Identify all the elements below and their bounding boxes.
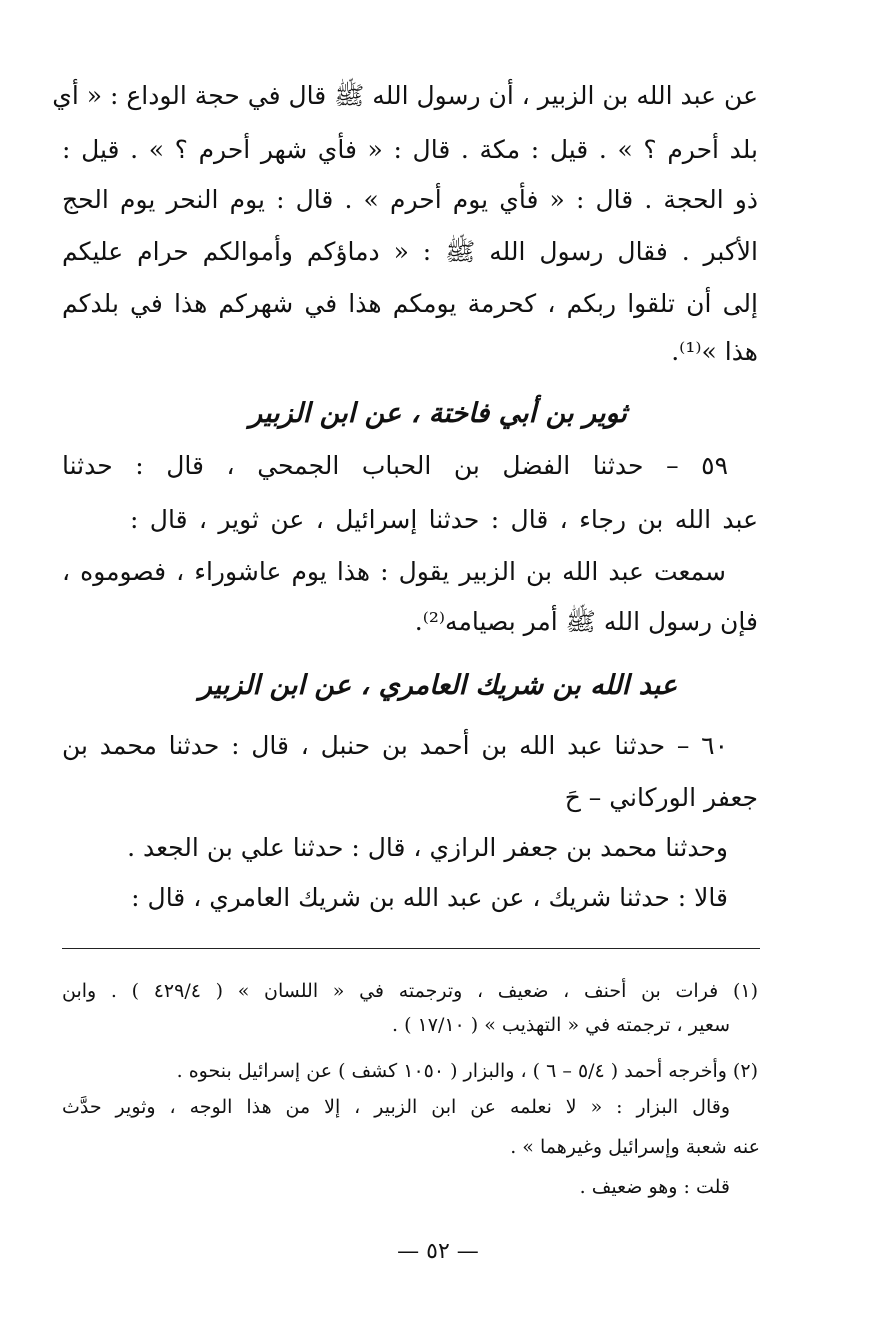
body-line-3: ذو الحجة . قال : « فأي يوم أحرم » . قال : يوم النحر يوم الحج bbox=[62, 185, 758, 214]
body-line-5: إلى أن تلقوا ربكم ، كحرمة يومكم هذا في شهركم هذا في بلدكم bbox=[62, 289, 758, 318]
footnote-2-line-4: قلت : وهو ضعيف . bbox=[579, 1176, 730, 1198]
hadith-60-line-4: قالا : حدثنا شريك ، عن عبد الله بن شريك العامري ، قال : bbox=[131, 883, 728, 912]
hadith-59-line-4: فإن رسول الله ﷺ أمر بصيامه⁽²⁾. bbox=[414, 607, 758, 636]
hadith-59-line-2: عبد الله بن رجاء ، قال : حدثنا إسرائيل ، عن ثوير ، قال : bbox=[130, 505, 758, 534]
footnote-1-line-2: سعير ، ترجمته في « التهذيب » ( ١٧/١٠ ) . bbox=[392, 1014, 730, 1036]
body-line-4: الأكبر . فقال رسول الله ﷺ : « دماؤكم وأموالكم حرام عليكم bbox=[62, 237, 758, 266]
body-line-6: هذا »⁽¹⁾. bbox=[671, 337, 758, 366]
page-number: — ٥٢ — bbox=[397, 1239, 479, 1264]
section-heading-abdullah-bin-sharik: عبد الله بن شريك العامري ، عن ابن الزبير bbox=[198, 670, 678, 701]
footnote-separator bbox=[62, 948, 760, 949]
footnote-1-line-1: (١) فرات بن أحنف ، ضعيف ، وترجمته في « اللسان » ( ٤٢٩/٤ ) . وابن bbox=[62, 980, 758, 1002]
body-line-2: بلد أحرم ؟ » . قيل : مكة . قال : « فأي شهر أحرم ؟ » . قيل : bbox=[62, 135, 758, 164]
hadith-59-line-3: سمعت عبد الله بن الزبير يقول : هذا يوم عاشوراء ، فصوموه ، bbox=[62, 557, 726, 586]
footnote-2-line-3: عنه شعبة وإسرائيل وغيرهما » . bbox=[510, 1136, 760, 1158]
footnote-2-line-2: وقال البزار : « لا نعلمه عن ابن الزبير ، إلا من هذا الوجه ، وثوير حدَّث bbox=[62, 1096, 730, 1118]
section-heading-thuwayr: ثوير بن أبي فاختة ، عن ابن الزبير bbox=[249, 398, 627, 429]
hadith-60-line-1: ٦٠ – حدثنا عبد الله بن أحمد بن حنبل ، قال : حدثنا محمد بن bbox=[62, 731, 728, 760]
footnote-2-line-1: (٢) وأخرجه أحمد ( ٥/٤ – ٦ ) ، والبزار ( ١٠٥٠ كشف ) عن إسرائيل بنحوه . bbox=[176, 1060, 758, 1082]
body-line-1: عن عبد الله بن الزبير ، أن رسول الله ﷺ قال في حجة الوداع : « أي bbox=[52, 81, 758, 110]
hadith-60-line-3: وحدثنا محمد بن جعفر الرازي ، قال : حدثنا علي بن الجعد . bbox=[127, 833, 728, 862]
hadith-59-line-1: ٥٩ – حدثنا الفضل بن الحباب الجمحي ، قال : حدثنا bbox=[62, 451, 728, 480]
hadith-60-line-2: جعفر الوركاني – حَ bbox=[564, 783, 758, 812]
